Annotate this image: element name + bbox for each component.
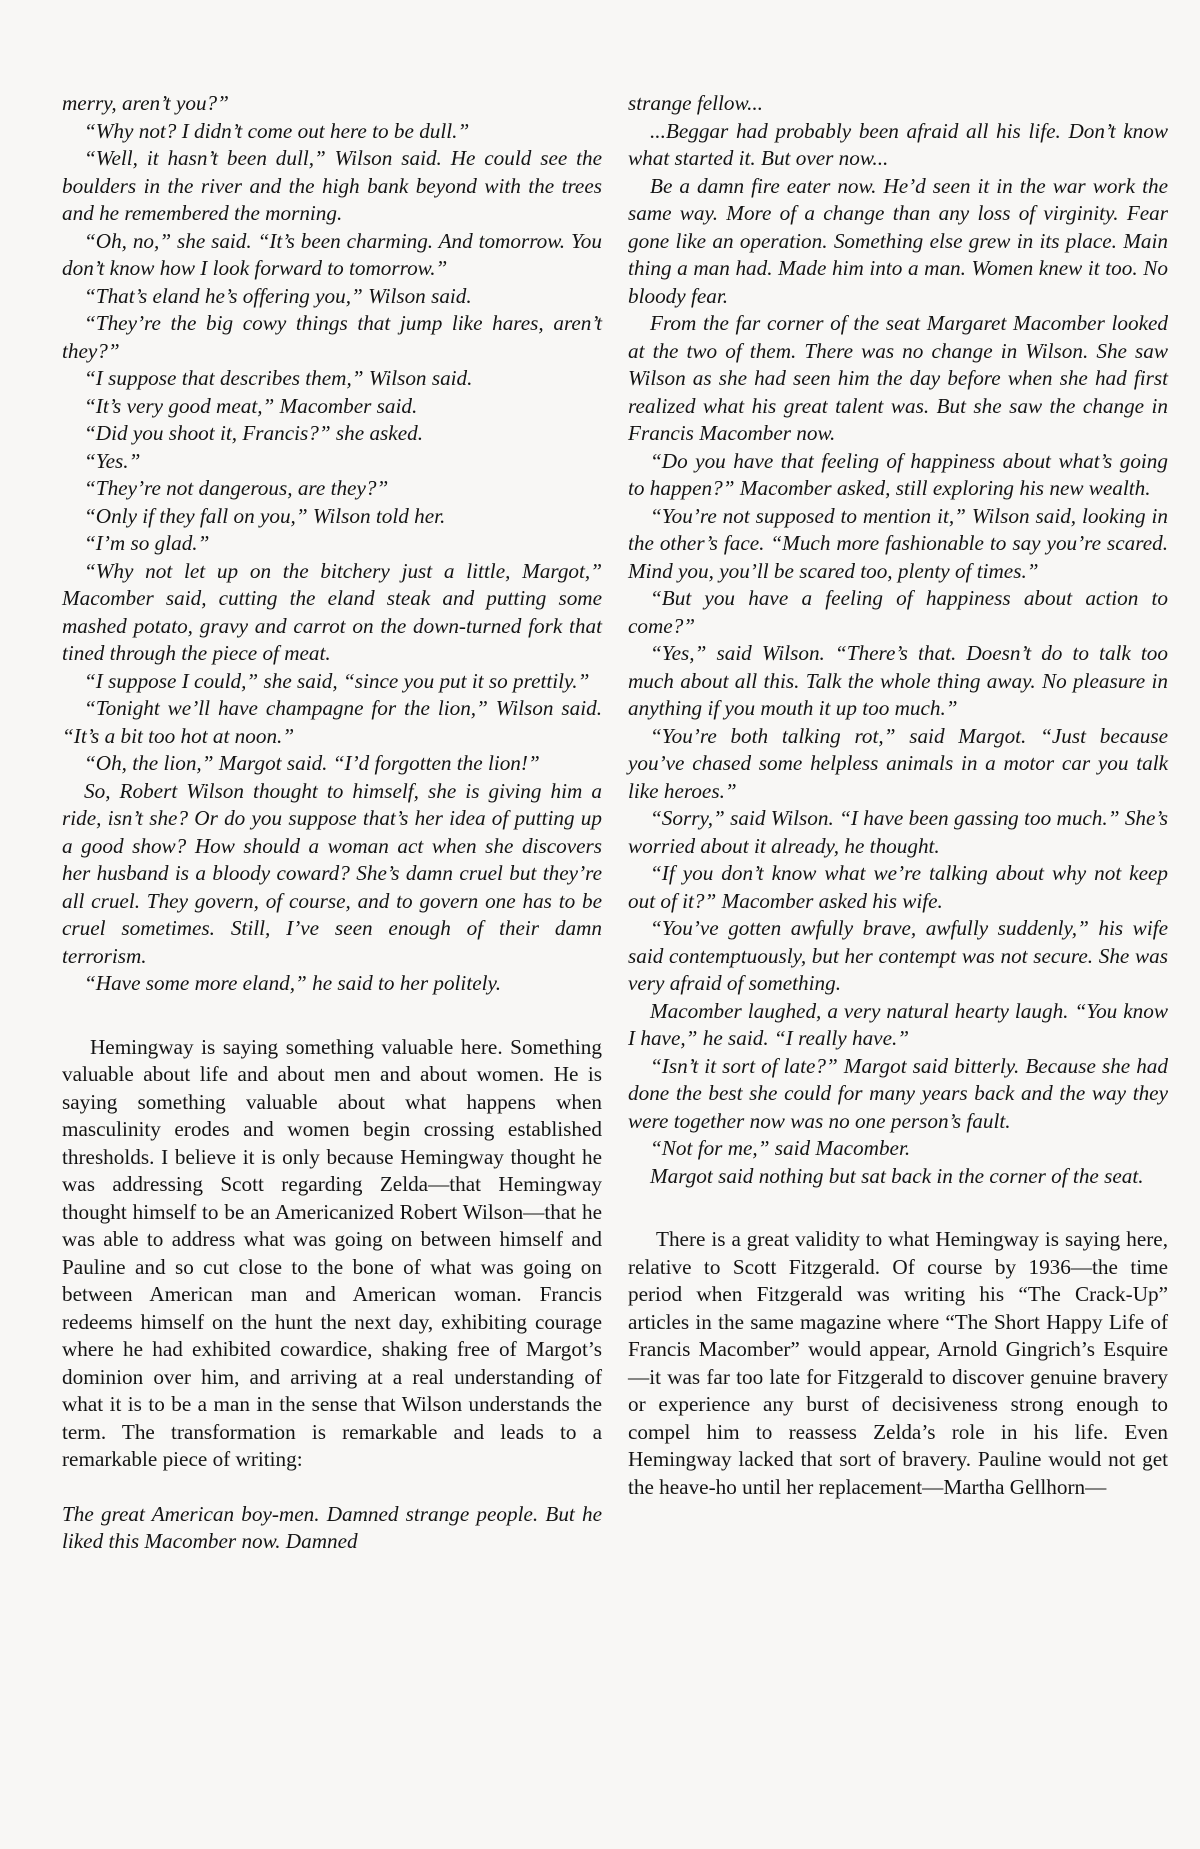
excerpt-paragraph: From the far corner of the seat Margaret Macomber looked at the two of them. There was no change in Wilson. She saw Wilson as she had seen him the day before when she had first realized what his great talent was. But she saw the change in Francis Macomber now. — [628, 311, 1168, 445]
excerpt-paragraph: “It’s very good meat,” Macomber said. — [84, 393, 418, 418]
quote-paragraph: The great American boy-men. Damned strange people. But he liked this Macomber now. Damned — [62, 1501, 602, 1553]
right-column — [628, 90, 1168, 1501]
excerpt-paragraph: “Have some more eland,” he said to her politely. — [84, 971, 502, 995]
excerpt-paragraph: “You’re not supposed to mention it,” Wilson said, looking in the other’s face. “Much more fashionable to say you’re scared. Mind you, you’ll be scared too, plenty of times.” — [628, 503, 1168, 583]
excerpt-paragraph: “Why not let up on the bitchery just a little, Margot,” Macomber said, cutting the eland steak and putting some mashed potato, gravy and carrot on the down-turned fork that tined through the piece of meat. — [62, 558, 602, 665]
excerpt-paragraph: ...Beggar had probably been afraid all his life. Don’t know what started it. But over now... — [628, 118, 1168, 170]
excerpt-paragraph: “Did you shoot it, Francis?” she asked. — [84, 421, 423, 445]
excerpt-paragraph: “Only if they fall on you,” Wilson told her. — [84, 503, 446, 528]
excerpt-paragraph: “Yes,” said Wilson. “There’s that. Doesn’t do to talk too much about all this. Talk the whole thing away. No pleasure in anything if you mouth it up too much.” — [628, 641, 1168, 720]
excerpt-paragraph: “I suppose I could,” she said, “since you put it so prettily.” — [84, 668, 590, 693]
excerpt-paragraph: “Oh, no,” she said. “It’s been charming. And tomorrow. You don’t know how I look forward to tomorrow.” — [62, 228, 602, 280]
excerpt-paragraph: “Oh, the lion,” Margot said. “I’d forgotten the lion!” — [84, 751, 540, 775]
excerpt-paragraph: merry, aren’t you?” — [62, 91, 229, 115]
story-excerpt-right — [628, 90, 1168, 1190]
excerpt-paragraph: “I suppose that describes them,” Wilson said. — [84, 366, 473, 390]
excerpt-paragraph: “Tonight we’ll have champagne for the lion,” Wilson said. “It’s a bit too hot at noon.” — [62, 696, 602, 748]
excerpt-paragraph: “Isn’t it sort of late?” Margot said bitterly. Because she had done the best she could for many years back and the way they were together now was no one person’s fault. — [628, 1053, 1168, 1133]
excerpt-paragraph: “That’s eland he’s offering you,” Wilson said. — [84, 283, 472, 308]
excerpt-paragraph: “Not for me,” said Macomber. — [650, 1136, 911, 1160]
excerpt-paragraph: “They’re the big cowy things that jump like hares, aren’t they?” — [62, 311, 602, 363]
excerpt-paragraph: “Do you have that feeling of happiness about what’s going to happen?” Macomber asked, still exploring his new wealth. — [628, 448, 1168, 500]
excerpt-paragraph: “They’re not dangerous, are they?” — [84, 476, 389, 500]
excerpt-paragraph: Margot said nothing but sat back in the corner of the seat. — [650, 1163, 1144, 1188]
excerpt-paragraph: “You’ve gotten awfully brave, awfully suddenly,” his wife said contemptuously, but her contempt was not secure. She was very afraid of something. — [628, 916, 1168, 995]
commentary-paragraph: Hemingway is saying something valuable here. Something valuable about life and about men and about women. He is saying something valuable about what happens when masculinity erodes and women begin crossing established thresholds. I believe it is only because Hemingway thought he was addressing Scott regarding Zelda—that Hemingway thought himself to be an Americanized Robert Wilson—that he was able to address what was going on between himself and Pauline and so cut close to the bone of what was going on between American man and American woman. Francis redeems himself on the hunt the next day, exhibiting courage where he had exhibited cowardice, shaking free of Margot’s dominion over him, and arriving at a real understanding of what it is to be a man in the sense that Wilson understands the term. The transformation is remarkable and leads to a remarkable piece of writing: — [62, 1034, 602, 1471]
commentary-paragraph: There is a great validity to what Hemingway is saying here, relative to Scott Fitzgerald. Of course by 1936—the time period when Fitzgerald was writing his “The Crack-Up” articles in the same magazine where “The Short Happy Life of Francis Macomber” would appear, Arnold Gingrich’s Esquire—it was far too late for Fitzgerald to discover genuine bravery or experience any burst of decisiveness strong enough to compel him to reassess Zelda’s role in his life. Even Hemingway lacked that sort of bravery. Pauline would not get the heave-ho until her replacement—Martha Gellhorn— — [628, 1227, 1168, 1499]
section-spacer — [628, 1190, 1168, 1226]
excerpt-paragraph: So, Robert Wilson thought to himself, she is giving him a ride, isn’t she? Or do you suppose that’s her idea of putting up a good show? How should a woman act when she discovers her husband is a bloody coward? She’s damn cruel but they’re all cruel. They govern, of course, and to govern one has to be cruel sometimes. Still, I’ve seen enough of their damn terrorism. — [62, 778, 602, 968]
excerpt-paragraph: “But you have a feeling of happiness about action to come?” — [628, 586, 1168, 638]
excerpt-paragraph: “Well, it hasn’t been dull,” Wilson said. He could see the boulders in the river and the high bank beyond with the trees and he remembered the morning. — [62, 146, 602, 225]
section-spacer — [62, 998, 602, 1034]
excerpt-paragraph: “Sorry,” said Wilson. “I have been gassing too much.” She’s worried about it already, he thought. — [628, 806, 1168, 858]
excerpt-paragraph: Be a damn fire eater now. He’d seen it in the war work the same way. More of a change than any loss of virginity. Fear gone like an operation. Something else grew in its place. Main thing a man had. Made him into a man. Women knew it too. No bloody fear. — [628, 173, 1168, 308]
quote-block-start — [62, 1501, 602, 1556]
left-column — [62, 90, 602, 1556]
excerpt-paragraph: Macomber laughed, a very natural hearty laugh. “You know I have,” he said. “I really have.” — [628, 998, 1168, 1050]
excerpt-paragraph: “If you don’t know what we’re talking about why not keep out of it?” Macomber asked his wife. — [628, 861, 1168, 913]
section-spacer — [62, 1474, 602, 1501]
excerpt-paragraph: strange fellow... — [628, 91, 763, 115]
excerpt-paragraph: “I’m so glad.” — [84, 531, 210, 555]
excerpt-paragraph: “Yes.” — [84, 448, 141, 473]
excerpt-paragraph: “You’re both talking rot,” said Margot. “Just because you’ve chased some helpless animals in a motor car you talk like heroes.” — [628, 723, 1168, 803]
commentary-left — [62, 1034, 602, 1474]
excerpt-paragraph: “Why not? I didn’t come out here to be dull.” — [84, 118, 470, 143]
commentary-right — [628, 1226, 1168, 1501]
story-excerpt-left — [62, 90, 602, 998]
